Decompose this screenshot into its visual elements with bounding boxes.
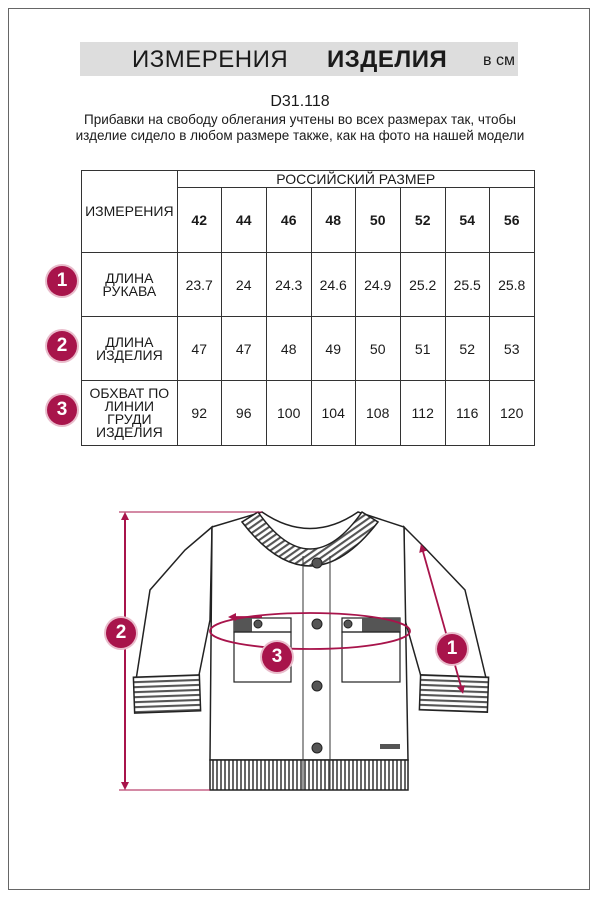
table-cell: 25.5: [445, 253, 489, 317]
row-label: ДЛИНА ИЗДЕЛИЯ: [82, 317, 178, 381]
table-cell: 108: [355, 381, 400, 446]
table-cell: 25.8: [489, 253, 534, 317]
table-cell: 104: [311, 381, 355, 446]
diagram-marker-1: 1: [437, 634, 467, 664]
table-cell: 100: [266, 381, 311, 446]
size-header: 52: [400, 188, 445, 253]
table-cell: 24.9: [355, 253, 400, 317]
table-cell: 47: [177, 317, 221, 381]
size-system-label: РОССИЙСКИЙ РАЗМЕР: [177, 171, 534, 188]
size-header: 46: [266, 188, 311, 253]
button: [312, 619, 322, 629]
row-marker-2: 2: [47, 331, 77, 361]
left-sleeve: [136, 527, 212, 680]
size-header: 42: [177, 188, 221, 253]
table-cell: 24: [221, 253, 266, 317]
table-cell: 24.3: [266, 253, 311, 317]
table-cell: 47: [221, 317, 266, 381]
title-bold: ИЗДЕЛИЯ: [327, 46, 448, 73]
left-cuff: [133, 675, 200, 713]
button: [312, 558, 322, 568]
table-cell: 52: [445, 317, 489, 381]
unit-label: в см: [483, 52, 515, 69]
fit-note: Прибавки на свободу облегания учтены во всех размерах так, чтобы изделие сидело в любом размере также, как на фото на нашей модели: [75, 112, 525, 143]
table-cell: 92: [177, 381, 221, 446]
row-marker-1: 1: [47, 266, 77, 296]
button: [312, 743, 322, 753]
size-header: 44: [221, 188, 266, 253]
corner-label: ИЗМЕРЕНИЯ: [82, 171, 178, 253]
diagram-marker-2: 2: [106, 618, 136, 648]
table-cell: 96: [221, 381, 266, 446]
button: [312, 681, 322, 691]
title-regular: ИЗМЕРЕНИЯ: [132, 46, 289, 73]
table-cell: 49: [311, 317, 355, 381]
row-label: ДЛИНА РУКАВА: [82, 253, 178, 317]
size-header: 56: [489, 188, 534, 253]
size-header: 54: [445, 188, 489, 253]
table-cell: 50: [355, 317, 400, 381]
table-cell: 120: [489, 381, 534, 446]
right-cuff: [419, 675, 488, 712]
table-cell: 23.7: [177, 253, 221, 317]
table-cell: 51: [400, 317, 445, 381]
size-header: 48: [311, 188, 355, 253]
row-marker-3: 3: [47, 395, 77, 425]
table-cell: 112: [400, 381, 445, 446]
hem-band: [210, 760, 408, 790]
table-cell: 25.2: [400, 253, 445, 317]
table-cell: 48: [266, 317, 311, 381]
brand-tag: [380, 744, 400, 749]
diagram-marker-3: 3: [262, 642, 292, 672]
table-cell: 53: [489, 317, 534, 381]
row-label: ОБХВАТ ПО ЛИНИИ ГРУДИ ИЗДЕЛИЯ: [82, 381, 178, 446]
product-code: D31.118: [270, 93, 330, 110]
table-cell: 116: [445, 381, 489, 446]
table-cell: 24.6: [311, 253, 355, 317]
size-header: 50: [355, 188, 400, 253]
